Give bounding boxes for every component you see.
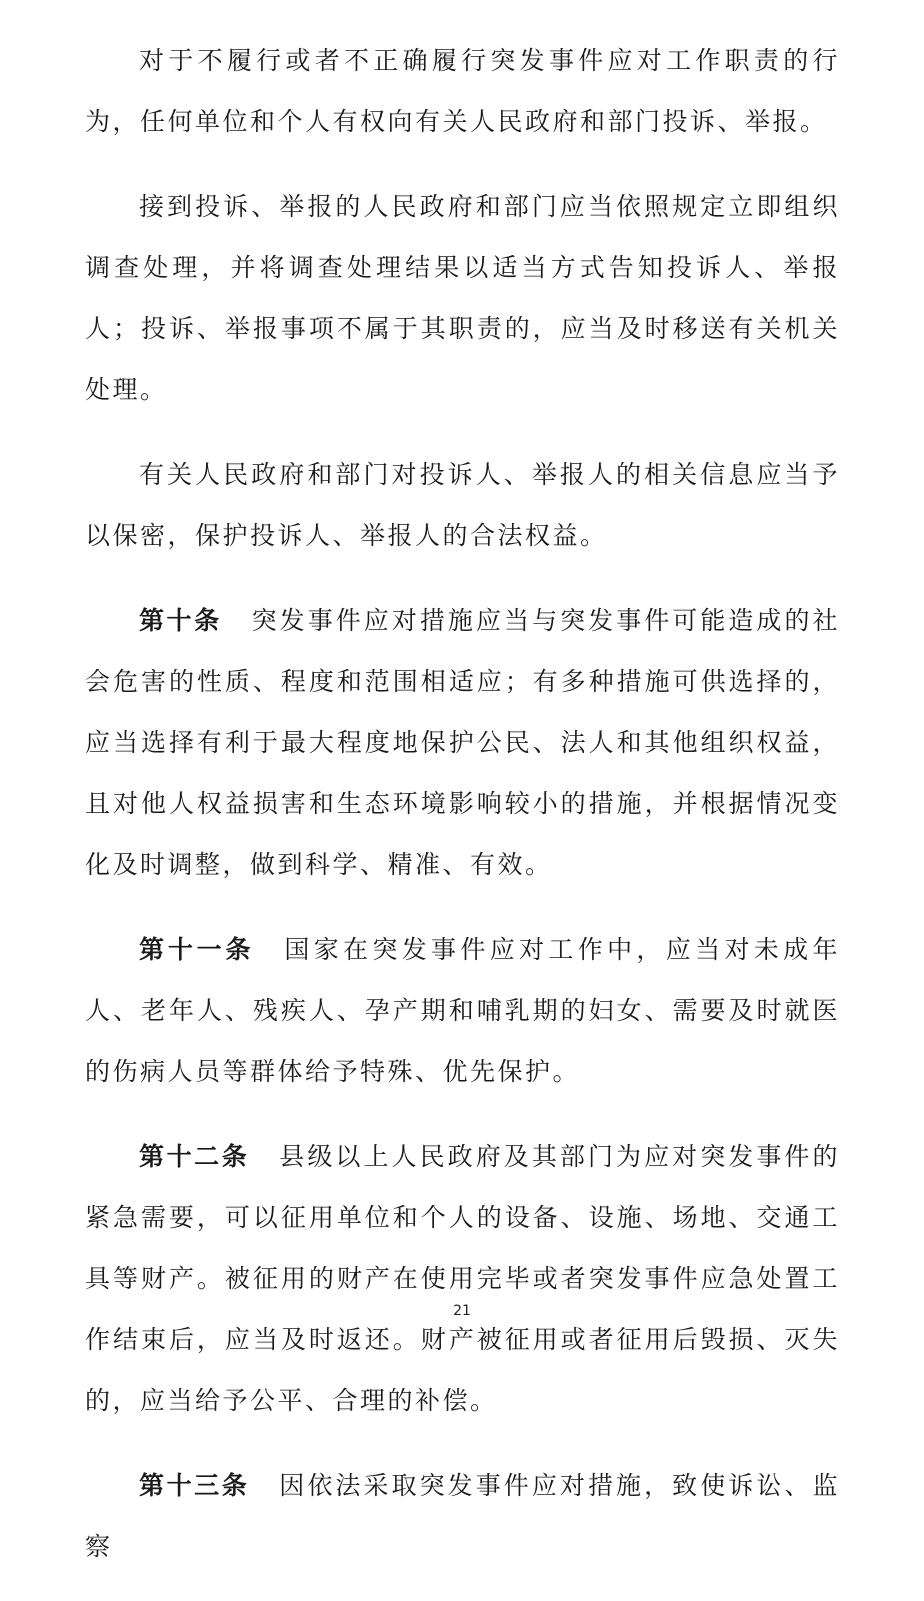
article-number: 第十一条 (139, 935, 255, 964)
article-number: 第十条 (139, 606, 222, 635)
paragraph-confidentiality (85, 444, 840, 566)
paragraph-text: 对于不履行或者不正确履行突发事件应对工作职责的行为，任何单位和个人有权向有关人民政府和部门投诉、举报。 (85, 46, 840, 136)
page-number: 21 (453, 1303, 471, 1319)
article-13 (85, 1455, 840, 1577)
article-text: 突发事件应对措施应当与突发事件可能造成的社会危害的性质、程度和范围相适应；有多种措施可供选择的，应当选择有利于最大程度地保护公民、法人和其他组织权益，且对他人权益损害和生态环境影响较小的措施，并根据情况变化及时调整，做到科学、精准、有效。 (85, 606, 840, 879)
paragraph-text: 接到投诉、举报的人民政府和部门应当依照规定立即组织调查处理，并将调查处理结果以适当方式告知投诉人、举报人；投诉、举报事项不属于其职责的，应当及时移送有关机关处理。 (85, 192, 840, 404)
paragraph-complaint-handling (85, 176, 840, 420)
article-text: 因依法采取突发事件应对措施，致使诉讼、监察 (85, 1471, 840, 1561)
article-text: 国家在突发事件应对工作中，应当对未成年人、老年人、残疾人、孕产期和哺乳期的妇女、需要及时就医的伤病人员等群体给予特殊、优先保护。 (85, 935, 840, 1086)
paragraph-complaint-right (85, 30, 840, 152)
article-11 (85, 919, 840, 1102)
article-number: 第十二条 (139, 1142, 250, 1171)
article-text: 县级以上人民政府及其部门为应对突发事件的紧急需要，可以征用单位和个人的设备、设施、场地、交通工具等财产。被征用的财产在使用完毕或者突发事件应急处置工作结束后，应当及时返还。财产被征用或者征用后毁损、灭失的，应当给予公平、合理的补偿。 (85, 1142, 840, 1415)
paragraph-text: 有关人民政府和部门对投诉人、举报人的相关信息应当予以保密，保护投诉人、举报人的合法权益。 (85, 460, 840, 550)
article-10 (85, 590, 840, 895)
document-page (85, 30, 840, 1601)
article-12 (85, 1126, 840, 1431)
article-number: 第十三条 (139, 1471, 250, 1500)
